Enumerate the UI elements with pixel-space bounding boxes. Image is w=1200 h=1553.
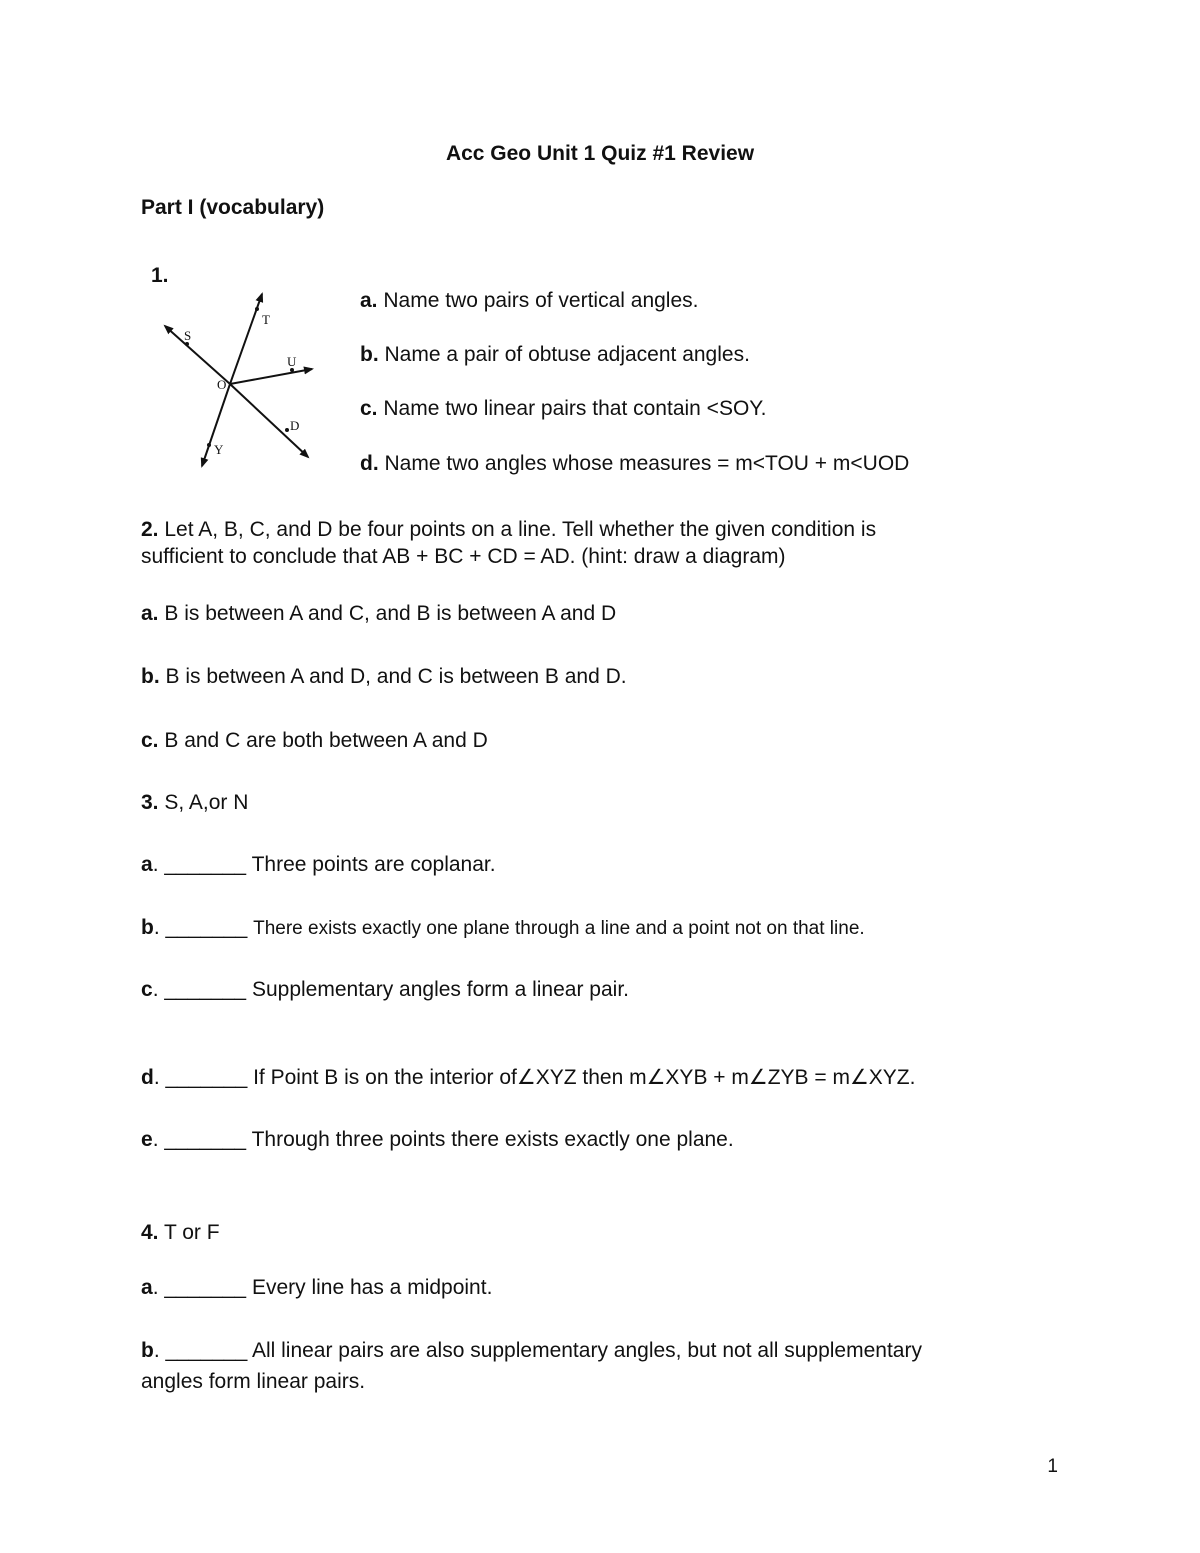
q1-item-c: c. Name two linear pairs that contain <SOY. [360,397,767,420]
q2-prompt-line1: 2. Let A, B, C, and D be four points on a line. Tell whether the given condition is [141,518,877,541]
q1-item-b: b. Name a pair of obtuse adjacent angles. [360,343,750,366]
label-u: U [287,354,297,369]
q4-item-b-line2: angles form linear pairs. [141,1370,366,1393]
q3-item-d: d. _______ If Point B is on the interior of∠XYZ then m∠XYB + m∠ZYB = m∠XYZ. [141,1066,916,1089]
q1-item-d: d. Name two angles whose measures = m<TOU + m<UOD [360,452,910,475]
q3-item-c: c. _______ Supplementary angles form a linear pair. [141,978,629,1001]
angle-diagram [150,280,330,475]
document-title: Acc Geo Unit 1 Quiz #1 Review [445,142,755,165]
q3-instruction: 3. S, A,or N [141,791,249,814]
q4-item-b: b. _______ All linear pairs are also supplementary angles, but not all supplementary [141,1339,922,1362]
ray-os [165,326,230,384]
q2-item-c: c. B and C are both between A and D [141,729,488,752]
question-1-number: 1. [151,264,169,287]
q3-item-b: b. _______ There exists exactly one plane through a line and a point not on that line. [141,916,865,939]
page-number: 1 [1047,1456,1058,1477]
label-y: Y [214,442,224,457]
q2-item-a: a. B is between A and C, and B is between A and D [141,602,617,625]
q1-item-a: a. Name two pairs of vertical angles. [360,289,699,312]
q4-item-a: a. _______ Every line has a midpoint. [141,1276,493,1299]
part-heading: Part I (vocabulary) [141,196,325,219]
q3-item-a: a. _______ Three points are coplanar. [141,853,496,876]
q4-instruction: 4. T or F [141,1221,220,1244]
label-d: D [290,418,300,433]
q2-item-b: b. B is between A and D, and C is between B and D. [141,665,627,688]
q3-item-e: e. _______ Through three points there exists exactly one plane. [141,1128,734,1151]
q2-prompt-line2: sufficient to conclude that AB + BC + CD = AD. (hint: draw a diagram) [141,545,786,568]
ray-ou [230,369,312,384]
label-o: O [217,377,227,392]
label-s: S [184,328,192,343]
label-t: T [262,312,270,327]
